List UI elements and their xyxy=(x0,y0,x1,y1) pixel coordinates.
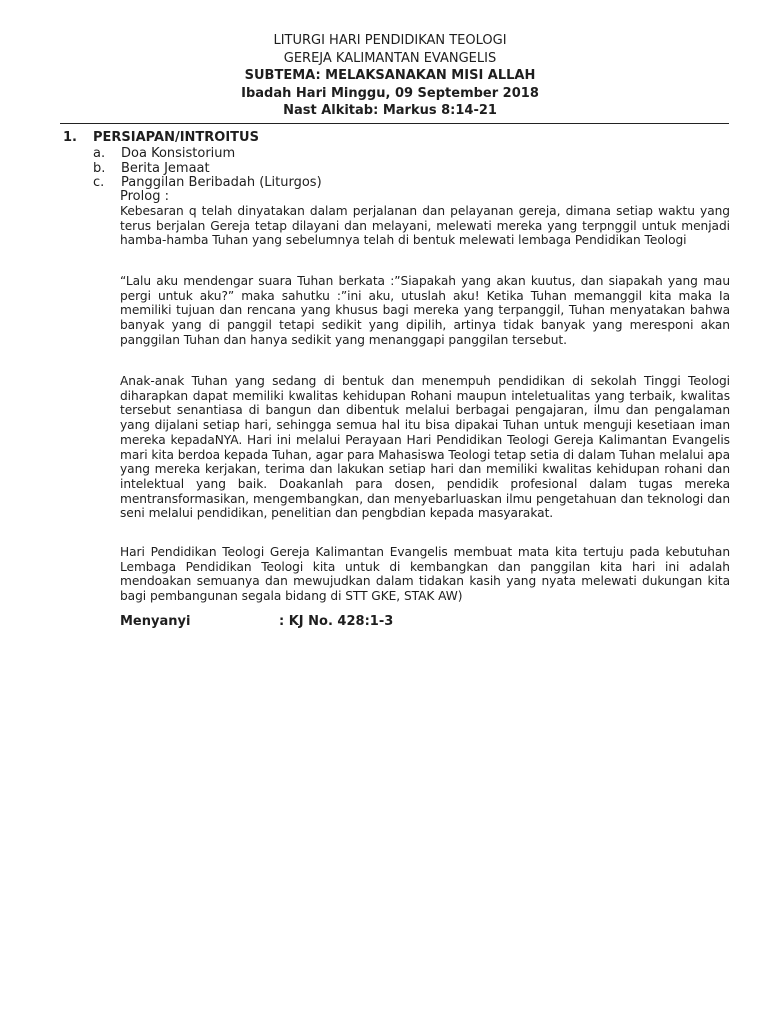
song-label: Menyanyi xyxy=(120,614,191,629)
header-date-line: Ibadah Hari Minggu, 09 September 2018 xyxy=(241,85,539,101)
prolog-label: Prolog : xyxy=(120,189,169,204)
header-church-line: GEREJA KALIMANTAN EVANGELIS xyxy=(283,50,497,66)
document-header xyxy=(0,32,768,120)
prolog-paragraph: Hari Pendidikan Teologi Gereja Kalimantan Evangelis membuat mata kita tertuju pada kebutuhan Lembaga Pendidikan Teologi kita untuk di kembangkan dan panggilan kita hari ini adalah mendoakan semuanya dan mewujudkan dalam tidakan kasih yang nyata melewati dukungan kita bagi pembangunan segala bidang di STT GKE, STAK AW) xyxy=(120,545,730,604)
list-item-letter: c. xyxy=(93,175,105,190)
list-item-text: Doa Konsistorium xyxy=(121,146,236,161)
section-number: 1. xyxy=(63,130,77,145)
header-scripture-line: Nast Alkitab: Markus 8:14-21 xyxy=(283,103,497,119)
header-divider xyxy=(60,123,729,124)
prolog-paragraph: Kebesaran q telah dinyatakan dalam perjalanan dan pelayanan gereja, dimana setiap waktu yang terus berjalan Gereja tetap dilayani dan melayani, melewati mereka yang terpnggil untuk menjadi hamba-hamba Tuhan yang sebelumnya telah di bentuk melewati lembaga Pendidikan Teologi xyxy=(120,204,730,248)
list-item-letter: a. xyxy=(93,146,106,161)
list-item-text: Berita Jemaat xyxy=(121,161,210,176)
header-title-line: LITURGI HARI PENDIDIKAN TEOLOGI xyxy=(273,33,507,48)
prolog-paragraph: Anak-anak Tuhan yang sedang di bentuk dan menempuh pendidikan di sekolah Tinggi Teologi diharapkan dapat memiliki kwalitas kehidupan Rohani maupun inteletualitas yang terbaik, kwalitas tersebut senantiasa di bangun dan dibentuk melalui berbagai pengajaran, ilmu dan pengalaman yang dijalani setiap hari, sehingga semua hal itu bisa dipakai Tuhan untuk menguji kesetiaan iman mereka kepadaNYA. Hari ini melalui Perayaan Hari Pendidikan Teologi Gereja Kalimantan Evangelis mari kita berdoa kepada Tuhan, agar para Mahasiswa Teologi tetap setia di dalam Tuhan melalui apa yang mereka kerjakan, terima dan lakukan setiap hari dan memiliki kwalitas kehidupan rohani dan intelektual yang baik. Doakanlah para dosen, pendidik profesional dalam tugas mereka mentransformasikan, mengembangkan, dan menyebarluaskan ilmu pengetahuan dan teknologi dan seni melalui pendidikan, penelitian dan pengbdian kepada masyarakat. xyxy=(120,374,730,521)
song-reference: : KJ No. 428:1-3 xyxy=(279,614,394,629)
prolog-paragraph: “Lalu aku mendengar suara Tuhan berkata :”Siapakah yang akan kuutus, dan siapakah yang mau pergi untuk aku?” maka sahutku :”ini aku, utuslah aku! Ketika Tuhan memanggil kita maka Ia memiliki tujuan dan rencana yang khusus bagi mereka yang terpanggil, Tuhan menyatakan bahwa banyak yang di panggil tetapi sedikit yang dipilih, artinya tidak banyak yang meresponi akan panggilan Tuhan dan hanya sedikit yang menanggapi panggilan tersebut. xyxy=(120,274,730,347)
section-title: PERSIAPAN/INTROITUS xyxy=(93,130,259,145)
list-item-text: Panggilan Beribadah (Liturgos) xyxy=(121,175,322,190)
list-item-letter: b. xyxy=(93,161,106,176)
header-subtheme-line: SUBTEMA: MELAKSANAKAN MISI ALLAH xyxy=(244,68,536,84)
